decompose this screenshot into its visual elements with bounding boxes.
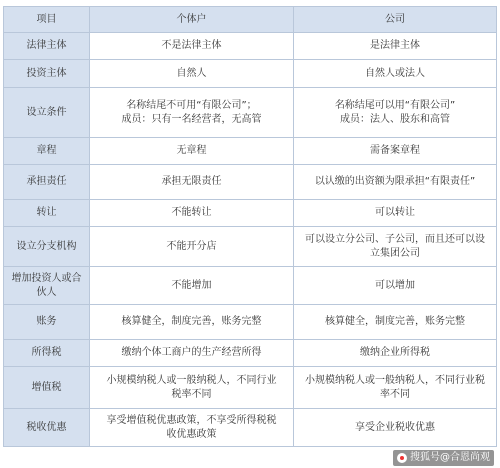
row-label: 账务 (4, 305, 90, 340)
row-label: 转让 (4, 200, 90, 227)
cell-company (294, 165, 497, 200)
cell-individual (90, 409, 294, 447)
table-header-row (4, 7, 497, 33)
row-label: 法律主体 (4, 33, 90, 60)
header-company: 公司 (294, 7, 497, 33)
cell-company (294, 88, 497, 138)
row-label: 增值税 (4, 367, 90, 409)
cell-line: 核算健全，制度完善，账务完整 (325, 316, 465, 327)
cell-line: 不能转让 (171, 207, 212, 218)
cell-line: 缴纳企业所得税 (360, 347, 430, 358)
cell-line: 成员：法人、股东和高管 (340, 113, 450, 125)
cell-individual (90, 305, 294, 340)
table-row (4, 409, 497, 447)
cell-individual (90, 367, 294, 409)
cell-company (294, 60, 497, 88)
watermark (393, 450, 494, 466)
cell-individual (90, 60, 294, 88)
row-label: 设立分支机构 (4, 227, 90, 267)
cell-line: 不是法律主体 (161, 40, 222, 51)
cell-line: 名称结尾不可用“有限公司”； (126, 99, 257, 111)
cell-company (294, 409, 497, 447)
table-row (4, 60, 497, 88)
cell-line: 以认缴的出资额为限承担“有限责任” (314, 176, 476, 187)
sohu-logo-icon (397, 453, 407, 463)
cell-line: 需备案章程 (370, 145, 420, 156)
header-item: 项目 (4, 7, 90, 33)
cell-company (294, 33, 497, 60)
cell-line: 是法律主体 (370, 40, 420, 51)
row-label: 增加投资人或合伙人 (4, 267, 90, 305)
comparison-table (3, 6, 497, 447)
cell-line: 可以设立分公司、子公司，而且还可以设 (305, 233, 485, 245)
cell-line: 名称结尾可以用“有限公司” (334, 99, 456, 111)
table-row (4, 267, 497, 305)
cell-company (294, 200, 497, 227)
cell-line: 自然人或法人 (365, 67, 425, 79)
cell-line: 可以增加 (375, 279, 415, 291)
cell-individual (90, 33, 294, 60)
table-row (4, 138, 497, 165)
cell-line: 自然人 (176, 67, 207, 79)
row-label: 税收优惠 (4, 409, 90, 447)
table-row (4, 340, 497, 367)
cell-line: 率不同 (380, 388, 410, 400)
cell-individual (90, 267, 294, 305)
cell-individual (90, 138, 294, 165)
table-row (4, 88, 497, 138)
cell-line: 立集团公司 (370, 247, 420, 259)
cell-line: 可以转让 (375, 207, 415, 218)
row-label: 所得税 (4, 340, 90, 367)
cell-company (294, 340, 497, 367)
cell-company (294, 267, 497, 305)
cell-individual (90, 340, 294, 367)
cell-line: 享受企业税收优惠 (355, 421, 435, 433)
row-label: 承担责任 (4, 165, 90, 200)
cell-line: 承担无限责任 (161, 176, 222, 187)
cell-line: 缴纳个体工商户的生产经营所得 (121, 347, 262, 358)
cell-individual (90, 227, 294, 267)
row-label: 投资主体 (4, 60, 90, 88)
table-row (4, 165, 497, 200)
cell-individual (90, 88, 294, 138)
cell-line: 不能开分店 (166, 240, 217, 252)
cell-company (294, 138, 497, 165)
table-row (4, 33, 497, 60)
cell-company (294, 227, 497, 267)
row-label: 设立条件 (4, 88, 90, 138)
cell-line: 小规模纳税人或一般纳税人，不同行业税 (305, 374, 485, 386)
header-individual: 个体户 (90, 7, 294, 33)
table-row (4, 200, 497, 227)
cell-line: 小规模纳税人或一般纳税人，不同行业 (106, 374, 277, 386)
cell-line: 无章程 (176, 145, 207, 156)
cell-line: 不能增加 (171, 279, 212, 291)
table-row (4, 305, 497, 340)
cell-company (294, 367, 497, 409)
cell-line: 成员：只有一名经营者，无高管 (121, 113, 262, 125)
watermark-text: 搜狐号@合恩尚观 (410, 452, 490, 463)
cell-individual (90, 165, 294, 200)
table-row (4, 367, 497, 409)
cell-line: 收优惠政策 (166, 428, 217, 440)
cell-line: 税率不同 (171, 388, 212, 400)
table-row (4, 227, 497, 267)
cell-line: 核算健全，制度完善，账务完整 (121, 316, 262, 327)
cell-company (294, 305, 497, 340)
cell-individual (90, 200, 294, 227)
cell-line: 享受增值税优惠政策，不享受所得税税 (106, 414, 277, 426)
row-label: 章程 (4, 138, 90, 165)
